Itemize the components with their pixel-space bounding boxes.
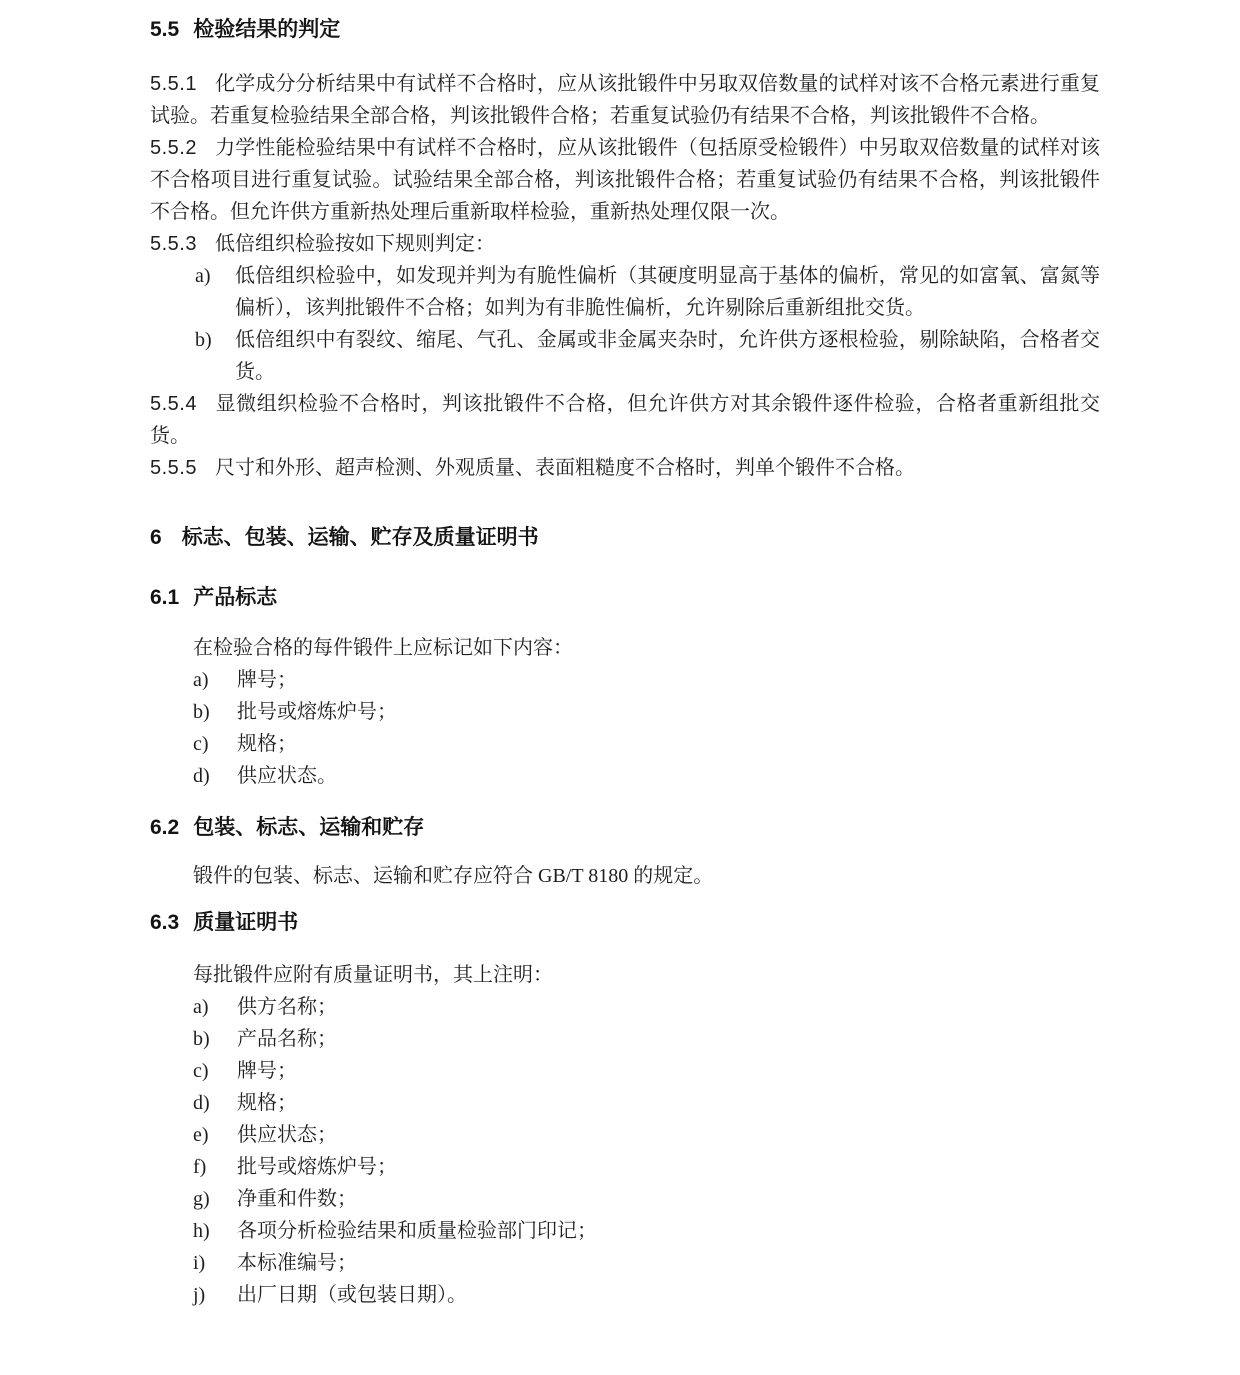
clause-6-2-number: 6.2 xyxy=(150,816,180,839)
list-item-text: 低倍组织中有裂纹、缩尾、气孔、金属或非金属夹杂时，允许供方逐根检验，剔除缺陷，合格者交货。 xyxy=(235,329,1100,383)
list-item-text: 批号或熔炼炉号； xyxy=(237,1156,397,1178)
list-item-letter: c) xyxy=(193,1060,209,1082)
list-item-letter: a) xyxy=(193,669,209,691)
clause-5-5-3-paragraph xyxy=(150,228,1100,260)
list-item-letter: f) xyxy=(193,1156,207,1178)
list-item-text: 牌号； xyxy=(237,1060,297,1082)
list-item-letter: j) xyxy=(193,1284,206,1306)
list-item xyxy=(193,728,1100,760)
paragraph-text: 低倍组织检验按如下规则判定： xyxy=(214,233,495,255)
list-item xyxy=(193,991,1100,1023)
clause-6-heading xyxy=(150,522,1100,554)
list-item-text: 牌号； xyxy=(237,669,297,691)
paragraph-text: 化学成分分析结果中有试样不合格时，应从该批锻件中另取双倍数量的试样对该不合格元素进行重复试验。若重复检验结果全部合格，判该批锻件合格；若重复试验仍有结果不合格，判该批锻件不合格。 xyxy=(150,73,1100,127)
clause-5-5-3-item-b xyxy=(195,324,1100,388)
list-item-letter: d) xyxy=(193,765,210,787)
list-item-letter: d) xyxy=(193,1092,210,1114)
list-item xyxy=(193,760,1100,792)
list-item xyxy=(193,1183,1100,1215)
clause-5-5-4-paragraph xyxy=(150,388,1100,452)
list-item xyxy=(193,1087,1100,1119)
paragraph-text: 力学性能检验结果中有试样不合格时，应从该批锻件（包括原受检锻件）中另取双倍数量的试样对该不合格项目进行重复试验。试验结果全部合格，判该批锻件合格；若重复试验仍有结果不合格，判该批锻件不合格。但允许供方重新热处理后重新取样检验，重新热处理仅限一次。 xyxy=(150,137,1100,223)
list-item-letter: a) xyxy=(195,265,211,287)
list-item-text: 批号或熔炼炉号； xyxy=(237,701,397,723)
list-item-letter: b) xyxy=(195,329,212,351)
list-item-text: 产品名称； xyxy=(237,1028,337,1050)
clause-5-5-heading xyxy=(150,14,1100,46)
list-item-text: 各项分析检验结果和质量检验部门印记； xyxy=(237,1220,597,1242)
clause-6-1-heading xyxy=(150,582,1100,614)
list-item xyxy=(193,1055,1100,1087)
clause-5-5-1-paragraph xyxy=(150,68,1100,132)
list-item-letter: g) xyxy=(193,1188,210,1210)
paragraph-number: 5.5.4 xyxy=(150,393,197,415)
list-item-text: 低倍组织检验中，如发现并判为有脆性偏析（其硬度明显高于基体的偏析，常见的如富氧、富氮等偏析），该判批锻件不合格；如判为有非脆性偏析，允许剔除后重新组批交货。 xyxy=(235,265,1100,319)
clause-6-title: 标志、包装、运输、贮存及质量证明书 xyxy=(181,526,539,549)
paragraph-number: 5.5.5 xyxy=(150,457,197,479)
list-item-text: 规格； xyxy=(237,1092,297,1114)
clause-6-2-paragraph: 锻件的包装、标志、运输和贮存应符合 GB/T 8180 的规定。 xyxy=(193,865,714,887)
list-item-letter: b) xyxy=(193,1028,210,1050)
clause-6-number: 6 xyxy=(150,526,162,549)
clause-6-2-title: 包装、标志、运输和贮存 xyxy=(193,816,425,839)
list-item xyxy=(193,1119,1100,1151)
clause-5-5-5-paragraph xyxy=(150,452,1100,484)
list-item xyxy=(193,1023,1100,1055)
list-item-letter: h) xyxy=(193,1220,210,1242)
clause-6-1-title: 产品标志 xyxy=(193,586,278,609)
list-item-text: 供应状态； xyxy=(237,1124,337,1146)
clause-5-5-2-paragraph xyxy=(150,132,1100,228)
list-item-letter: c) xyxy=(193,733,209,755)
list-item xyxy=(193,696,1100,728)
list-item-letter: e) xyxy=(193,1124,209,1146)
clause-5-5-title: 检验结果的判定 xyxy=(193,18,341,41)
clause-6-3-intro: 每批锻件应附有质量证明书，其上注明： xyxy=(193,964,553,986)
paragraph-number: 5.5.1 xyxy=(150,73,197,95)
clause-5-5-3-item-a xyxy=(195,260,1100,324)
clause-5-5-number: 5.5 xyxy=(150,18,180,41)
paragraph-text: 显微组织检验不合格时，判该批锻件不合格，但允许供方对其余锻件逐件检验，合格者重新组批交货。 xyxy=(150,393,1100,447)
paragraph-number: 5.5.2 xyxy=(150,137,197,159)
clause-6-3-number: 6.3 xyxy=(150,911,180,934)
clause-6-3-title: 质量证明书 xyxy=(193,911,299,934)
list-item-letter: b) xyxy=(193,701,210,723)
list-item-letter: a) xyxy=(193,996,209,1018)
paragraph-text: 尺寸和外形、超声检测、外观质量、表面粗糙度不合格时，判单个锻件不合格。 xyxy=(214,457,915,479)
list-item xyxy=(193,1151,1100,1183)
list-item-text: 净重和件数； xyxy=(237,1188,357,1210)
list-item-text: 出厂日期（或包装日期）。 xyxy=(237,1284,467,1306)
list-item-text: 规格； xyxy=(237,733,297,755)
list-item xyxy=(193,1215,1100,1247)
list-item-text: 供应状态。 xyxy=(237,765,337,787)
list-item xyxy=(193,1247,1100,1279)
clause-6-3-heading xyxy=(150,907,1100,939)
list-item-text: 本标准编号； xyxy=(237,1252,357,1274)
list-item-letter: i) xyxy=(193,1252,206,1274)
list-item xyxy=(193,1279,1100,1311)
paragraph-number: 5.5.3 xyxy=(150,233,197,255)
clause-6-1-intro: 在检验合格的每件锻件上应标记如下内容： xyxy=(193,637,573,659)
list-item xyxy=(193,664,1100,696)
clause-6-1-number: 6.1 xyxy=(150,586,180,609)
clause-6-2-heading xyxy=(150,812,1100,844)
list-item-text: 供方名称； xyxy=(237,996,337,1018)
